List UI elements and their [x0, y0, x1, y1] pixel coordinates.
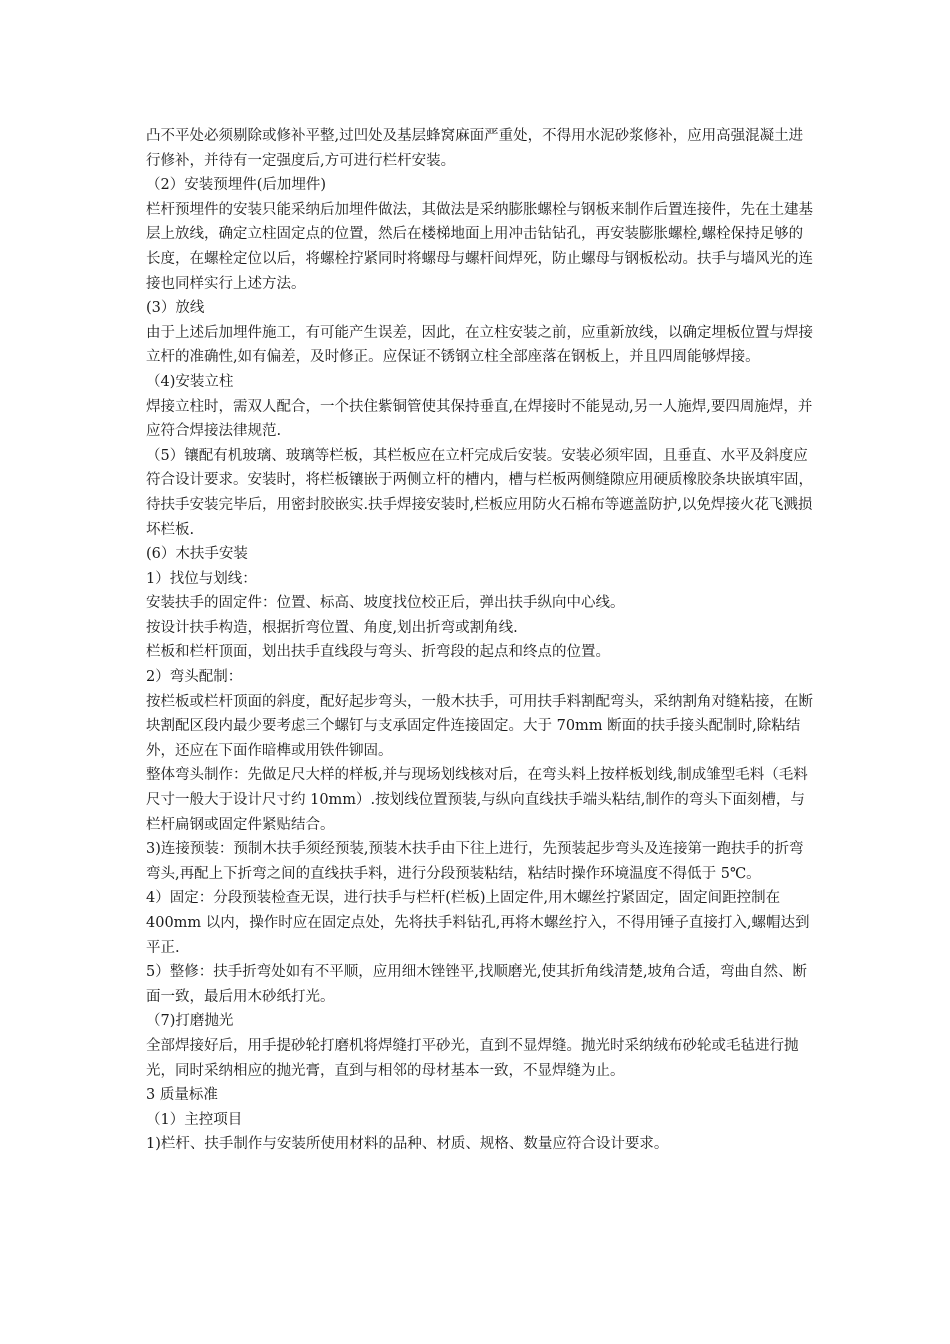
section-heading: （2）安装预埋件(后加埋件): [146, 177, 327, 194]
paragraph: 凸不平处必须剔除或修补平整,过凹处及基层蜂窝麻面严重处，不得用水泥砂浆修补，应用高强混凝土进行修补，并待有一定强度后,方可进行栏杆安装。: [146, 128, 804, 169]
paragraph: 由于上述后加埋件施工，有可能产生误差，因此，在立柱安装之前，应重新放线，以确定埋板位置与焊接立杆的准确性,如有偏差，及时修正。应保证不锈钢立柱全部座落在钢板上，并且四周能够焊接。: [146, 324, 813, 366]
section-heading: (3）放线: [146, 300, 205, 317]
paragraph: 4）固定：分段预装检查无误，进行扶手与栏杆(栏板)上固定件,用木螺丝拧紧固定，固定间距控制在 400mm 以内，操作时应在固定点处，先将扶手料钻孔,再将木螺丝拧入，不得用锤子直接打入,螺帽达到平正.: [146, 890, 810, 956]
paragraph: 全部焊接好后，用手提砂轮打磨机将焊缝打平砂光，直到不显焊缝。抛光时采纳绒布砂轮或毛毡进行抛光，同时采纳相应的抛光膏，直到与相邻的母材基本一致，不显焊缝为止。: [146, 1037, 799, 1079]
paragraph: 5）整修：扶手折弯处如有不平顺，应用细木锉锉平,找顺磨光,使其折角线清楚,坡角合适，弯曲自然、断面一致，最后用木砂纸打光。: [146, 964, 808, 1005]
paragraph: 按设计扶手构造，根据折弯位置、角度,划出折弯或割角线.: [146, 619, 518, 636]
subsection-heading: 2）弯头配制：: [146, 669, 243, 686]
paragraph: 1)栏杆、扶手制作与安装所使用材料的品种、材质、规格、数量应符合设计要求。: [146, 1136, 669, 1153]
paragraph: 安装扶手的固定件：位置、标高、坡度找位校正后，弹出扶手纵向中心线。: [146, 595, 625, 612]
paragraph: （5）镶配有机玻璃、玻璃等栏板，其栏板应在立杆完成后安装。安装必须牢固，且垂直、水平及斜度应符合设计要求。安装时，将栏板镶嵌于两侧立杆的槽内，槽与栏板两侧缝隙应用硬质橡胶条块嵌填牢固，待扶手安装完毕后，用密封胶嵌实.扶手焊接安装时,栏板应用防火石棉布等遮盖防护,以免焊接火花飞溅损坏栏板.: [146, 447, 813, 538]
paragraph: 3)连接预装：预制木扶手须经预装,预装木扶手由下往上进行，先预装起步弯头及连接第一跑扶手的折弯弯头,再配上下折弯之间的直线扶手料，进行分段预装粘结，粘结时操作环境温度不得低于 5℃。: [146, 841, 804, 882]
subsection-heading: 1）找位与划线：: [146, 570, 257, 587]
chapter-heading: 3 质量标准: [146, 1087, 218, 1104]
paragraph: 整体弯头制作：先做足尺大样的样板,并与现场划线核对后，在弯头料上按样板划线,制成雏型毛料（毛料尺寸一般大于设计尺寸约 10mm）.按划线位置预装,与纵向直线扶手端头粘结,制作的弯头下面刻槽，与栏杆扁钢或固定件紧贴结合。: [146, 767, 808, 833]
document-body: [146, 124, 814, 1157]
section-heading: （7)打磨抛光: [146, 1013, 234, 1030]
paragraph: 栏杆预埋件的安装只能采纳后加埋件做法，其做法是采纳膨胀螺栓与钢板来制作后置连接件，先在土建基层上放线，确定立柱固定点的位置，然后在楼梯地面上用冲击钻钻孔，再安装膨胀螺栓,螺栓保持足够的长度，在螺栓定位以后，将螺栓拧紧同时将螺母与螺杆间焊死，防止螺母与钢板松动。扶手与墙风光的连接也同样实行上述方法。: [146, 201, 813, 292]
section-heading: (6）木扶手安装: [146, 546, 248, 563]
paragraph: 焊接立柱时，需双人配合，一个扶住紫铜管使其保持垂直,在焊接时不能晃动,另一人施焊,要四周施焊，并应符合焊接法律规范.: [146, 398, 813, 440]
section-heading: （4)安装立柱: [146, 373, 234, 390]
section-heading: （1）主控项目: [146, 1111, 243, 1128]
paragraph: 栏板和栏杆顶面，划出扶手直线段与弯头、折弯段的起点和终点的位置。: [146, 644, 610, 661]
paragraph: 按栏板或栏杆顶面的斜度，配好起步弯头，一般木扶手，可用扶手料割配弯头，采纳割角对缝粘接，在断块割配区段内最少要考虑三个螺钉与支承固定件连接固定。大于 70mm 断面的扶手接头配制时,除粘结外，还应在下面作暗榫或用铁件铆固。: [146, 693, 813, 759]
